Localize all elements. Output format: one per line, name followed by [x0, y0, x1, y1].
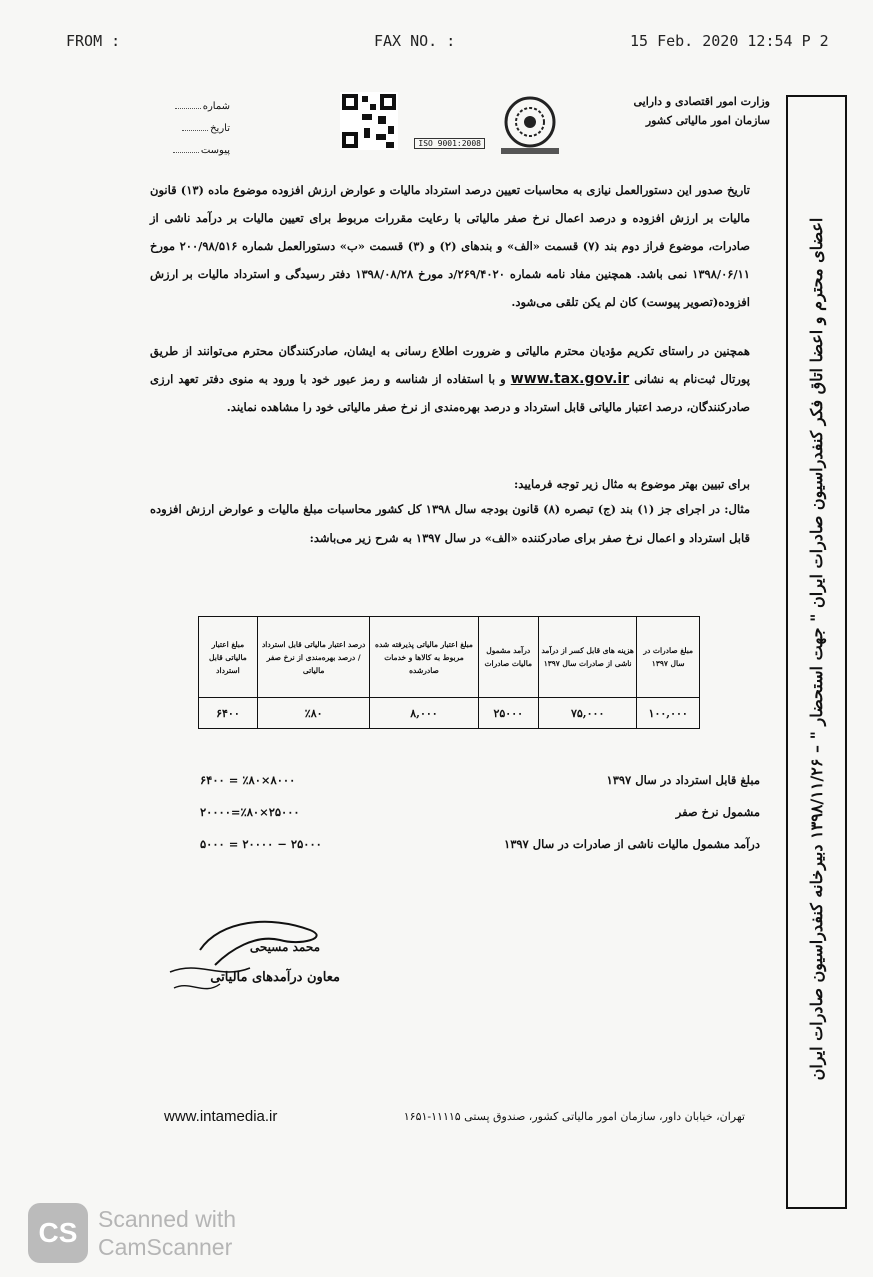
table-header-cell: مبلغ اعتبار مالیاتی قابل استرداد — [199, 617, 258, 698]
table-cell: ۶۴۰۰ — [199, 698, 258, 729]
table-row — [199, 698, 700, 729]
paragraph-2-start: همچنین در راستای تکریم مؤدیان محترم مالیاتی و ضرورت اطلاع رسانی به ایشان، صادرکنندگان محترم می‌توانند از طریق پورتال ثبت‌نام به نشانی — [150, 344, 750, 386]
paragraph-2-end: و با استفاده از شناسه و رمز عبور خود با ورود به منوی دفتر تعهد ارزی صادرکنندگان، درصد اعتبار مالیاتی قابل استرداد و درصد بهره‌مندی از نرخ صفر مالیاتی خود را مشاهده نمایند. — [150, 372, 750, 414]
side-note-box — [786, 95, 847, 1209]
fax-header — [0, 32, 873, 54]
camscanner-logo-icon: CS — [28, 1203, 88, 1263]
fax-from: FROM : — [66, 32, 121, 50]
table-header-cell: مبلغ اعتبار مالیاتی پذیرفته شده مربوط به کالاها و خدمات صادرشده — [370, 617, 478, 698]
footer-website[interactable]: www.intamedia.ir — [164, 1108, 278, 1125]
signature-block — [160, 910, 360, 1010]
iso-badge: ISO 9001:2008 — [414, 138, 485, 149]
organization-name: سازمان امور مالیاتی کشور — [645, 114, 770, 127]
letterhead — [170, 92, 770, 170]
table-header-row — [199, 617, 700, 698]
tax-portal-link[interactable]: www.tax.gov.ir — [510, 371, 630, 387]
fax-date-time: 15 Feb. 2020 12:54 P 2 — [630, 32, 829, 50]
letterhead-fields — [170, 96, 230, 162]
table-cell: ۷۵,۰۰۰ — [538, 698, 636, 729]
calc-value-zero-rate: ۲۵۰۰۰×٪۸۰=۲۰۰۰۰ — [200, 805, 300, 819]
paragraph-example: مثال: در اجرای جز (۱) بند (ج) تبصره (۸) قانون بودجه سال ۱۳۹۸ کل کشور محاسبات مبلغ مالیات و عوارض ارزش افزوده قابل استرداد و اعمال نرخ صفر برای صادرکننده «الف» در سال ۱۳۹۷ به شرح زیر می‌باشد: — [150, 502, 750, 545]
table-cell: ۱۰۰,۰۰۰ — [637, 698, 700, 729]
paragraph-2 — [150, 337, 750, 421]
calc-value-taxable-income: ۲۵۰۰۰ − ۲۰۰۰۰ = ۵۰۰۰ — [200, 837, 322, 851]
qr-code-icon — [340, 92, 398, 150]
paragraph-1: تاریخ صدور این دستورالعمل نیازی به محاسبات تعیین درصد استرداد مالیات و عوارض ارزش افزوده موضوع ماده (۱۳) قانون مالیات بر ارزش افزوده و درصد اعمال نرخ صفر مالیاتی با رعایت مقررات مربوط برای تعیین مالیات بر درآمد ناشی از صادرات، موضوع فراز دوم بند (۷) قسمت «الف» و بندهای (۲) و (۳) قسمت «ب» دستورالعمل شماره ۲۰۰/۹۸/۵۱۶ مورخ ۱۳۹۸/۰۶/۱۱ نمی باشد. همچنین مفاد نامه شماره ۲۶۹/۴۰۲۰/د مورخ ۱۳۹۸/۰۸/۲۸ دفتر رسیدگی و استرداد مالیات بر ارزش افزوده(تصویر پیوست) کان لم یکن تلقی می‌شود. — [150, 183, 750, 309]
signatory-title: معاون درآمدهای مالیاتی — [210, 970, 340, 985]
table-cell: ٪۸۰ — [257, 698, 370, 729]
table-cell: ۲۵۰۰۰ — [478, 698, 538, 729]
table-header-cell: مبلغ صادرات در سال ۱۳۹۷ — [637, 617, 700, 698]
table-cell: ۸,۰۰۰ — [370, 698, 478, 729]
footer-address: تهران، خیابان داور، سازمان امور مالیاتی کشور، صندوق پستی ۱۱۱۱۵-۱۶۵۱ — [403, 1110, 745, 1123]
calculation-labels — [440, 764, 760, 860]
signature-scribble-icon — [160, 910, 360, 1010]
signatory-name: محمد مسیحی — [249, 940, 320, 954]
ministry-name: وزارت امور اقتصادی و دارایی — [633, 95, 770, 108]
date-field-label: تاریخ — [170, 118, 230, 140]
calculation-values — [200, 764, 350, 860]
letterhead-titles — [580, 92, 770, 130]
side-note-text: اعضای محترم و اعضا اتاق فکر کنفدراسیون صادرات ایران " جهت استحضار " – ۱۳۹۸/۱۱/۲۶ دبیرخانه کنفدراسیون صادرات ایران — [807, 217, 826, 1081]
emblem-icon — [495, 94, 565, 156]
calc-label-zero-rate: مشمول نرخ صفر — [675, 805, 760, 819]
tax-table — [198, 616, 700, 729]
watermark-line-1: Scanned with — [98, 1206, 237, 1232]
table-header-cell: درآمد مشمول مالیات صادرات — [478, 617, 538, 698]
watermark-line-2: CamScanner — [98, 1234, 233, 1260]
attachment-field-label: پیوست — [170, 140, 230, 162]
table-header-cell: هزینه های قابل کسر از درآمد ناشی از صادرات سال ۱۳۹۷ — [538, 617, 636, 698]
calc-label-taxable-income: درآمد مشمول مالیات ناشی از صادرات در سال ۱۳۹۷ — [504, 837, 760, 851]
table-header-cell: درصد اعتبار مالیاتی قابل استرداد / درصد بهره‌مندی از نرخ صفر مالیاتی — [257, 617, 370, 698]
calc-value-refundable: ۸۰۰۰×٪۸۰ = ۶۴۰۰ — [200, 773, 296, 787]
calc-label-refundable: مبلغ قابل استرداد در سال ۱۳۹۷ — [606, 773, 760, 787]
paragraph-3: برای تبیین بهتر موضوع به مثال زیر توجه فرمایید: — [514, 477, 750, 491]
fax-number: FAX NO. : — [374, 32, 456, 50]
number-field-label: شماره — [170, 96, 230, 118]
